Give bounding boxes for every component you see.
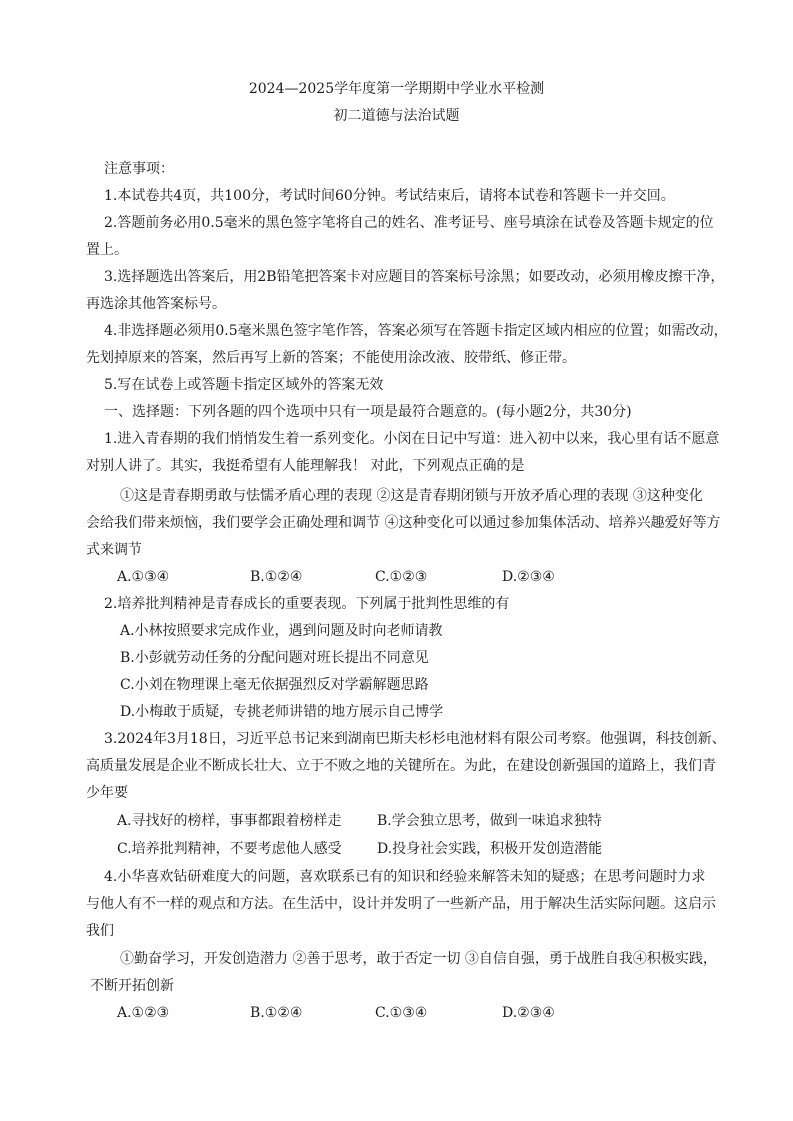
q1-statements: ①这是青春期勇敢与怯懦矛盾心理的表现 ②这是青春期闭锁与开放矛盾心理的表现 ③这种变化 — [120, 488, 703, 504]
notice-item-4-cont: 先划掉原来的答案，然后再写上新的答案；不能使用涂改液、胶带纸、修正带。 — [86, 350, 576, 366]
q4-statements: ①勤奋学习，开发创造潜力 ②善于思考，敢于否定一切 ③自信自强，勇于战胜自我④积极实践， — [120, 951, 717, 967]
q3-option-b: B.学会独立思考，做到一味追求独特 — [377, 813, 602, 829]
q2-option-b: B.小彭就劳动任务的分配问题对班长提出不同意见 — [120, 650, 429, 666]
notice-item-2-cont: 置上。 — [86, 242, 128, 258]
q2-option-c: C.小刘在物理课上毫无依据强烈反对学霸解题思路 — [120, 677, 429, 693]
q1-option-b: B.①②④ — [250, 569, 303, 585]
q1-option-a: A.①③④ — [117, 569, 170, 585]
q3-option-a: A.寻找好的榜样，事事都跟着榜样走 — [117, 813, 342, 829]
notice-item-3-cont: 再选涂其他答案标号。 — [86, 296, 226, 312]
q4-stem-cont2: 我们 — [86, 923, 114, 939]
q1-stem: 1.进入青春期的我们悄悄发生着一系列变化。小闵在日记中写道：进入初中以来，我心里有话不愿意 — [104, 431, 720, 447]
exam-title: 2024—2025学年度第一学期期中学业水平检测 — [248, 81, 545, 97]
q1-option-d: D.②③④ — [502, 569, 555, 585]
q1-statements-cont: 会给我们带来烦恼，我们要学会正确处理和调节 ④这种变化可以通过参加集体活动、培养兴趣爱好等方 — [86, 515, 721, 531]
q4-statements-cont: 不断开拓创新 — [90, 978, 174, 994]
q3-option-c: C.培养批判精神，不要考虑他人感受 — [117, 841, 342, 857]
q3-stem-cont2: 少年要 — [86, 785, 128, 801]
q3-stem: 3.2024年3月18日，习近平总书记来到湖南巴斯夫杉杉电池材料有限公司考察。他强调，科技创新、 — [104, 731, 726, 747]
q4-option-a: A.①②③ — [117, 1005, 170, 1021]
notice-item-2: 2.答题前务必用0.5毫米的黑色签字笔将自己的姓名、准考证号、座号填涂在试卷及答题卡规定的位 — [104, 215, 714, 231]
notice-heading: 注意事项： — [104, 161, 174, 177]
q4-stem-cont: 与他人有不一样的观点和方法。在生活中，设计并发明了一些新产品，用于解决生活实际问题。这启示 — [86, 896, 716, 912]
notice-item-5: 5.写在试卷上或答题卡指定区域外的答案无效 — [104, 377, 384, 393]
q4-option-c: C.①③④ — [375, 1005, 428, 1021]
q1-stem-cont: 对别人讲了。其实，我挺希望有人能理解我！ 对此，下列观点正确的是 — [86, 458, 525, 474]
q2-option-d: D.小梅敢于质疑，专挑老师讲错的地方展示自己博学 — [120, 704, 444, 720]
q2-stem: 2.培养批判精神是青春成长的重要表现。下列属于批判性思维的有 — [104, 596, 510, 612]
exam-subtitle: 初二道德与法治试题 — [333, 108, 460, 124]
q3-stem-cont: 高质量发展是企业不断成长壮大、立于不败之地的关键所在。为此，在建设创新强国的道路上，我们青 — [86, 758, 716, 774]
q2-option-a: A.小林按照要求完成作业，遇到问题及时向老师请教 — [120, 623, 443, 639]
notice-item-4: 4.非选择题必须用0.5毫米黑色签字笔作答，答案必须写在答题卡指定区域内相应的位置；如需改动， — [104, 323, 728, 339]
section-heading: 一、选择题：下列各题的四个选项中只有一项是最符合题意的。(每小题2分，共30分) — [104, 404, 632, 420]
q4-option-d: D.②③④ — [502, 1005, 555, 1021]
q4-stem: 4.小华喜欢钻研难度大的问题，喜欢联系已有的知识和经验来解答未知的疑惑；在思考问题时力求 — [104, 869, 706, 885]
q1-option-c: C.①②③ — [375, 569, 428, 585]
notice-item-3: 3.选择题选出答案后，用2B铅笔把答案卡对应题目的答案标号涂黑；如要改动，必须用橡皮擦干净， — [104, 269, 725, 285]
notice-item-1: 1.本试卷共4页，共100分，考试时间60分钟。考试结束后，请将本试卷和答题卡一并交回。 — [104, 188, 675, 204]
q1-statements-cont2: 式来调节 — [86, 542, 142, 558]
q4-option-b: B.①②④ — [250, 1005, 303, 1021]
q3-option-d: D.投身社会实践，积极开发创造潜能 — [377, 841, 603, 857]
